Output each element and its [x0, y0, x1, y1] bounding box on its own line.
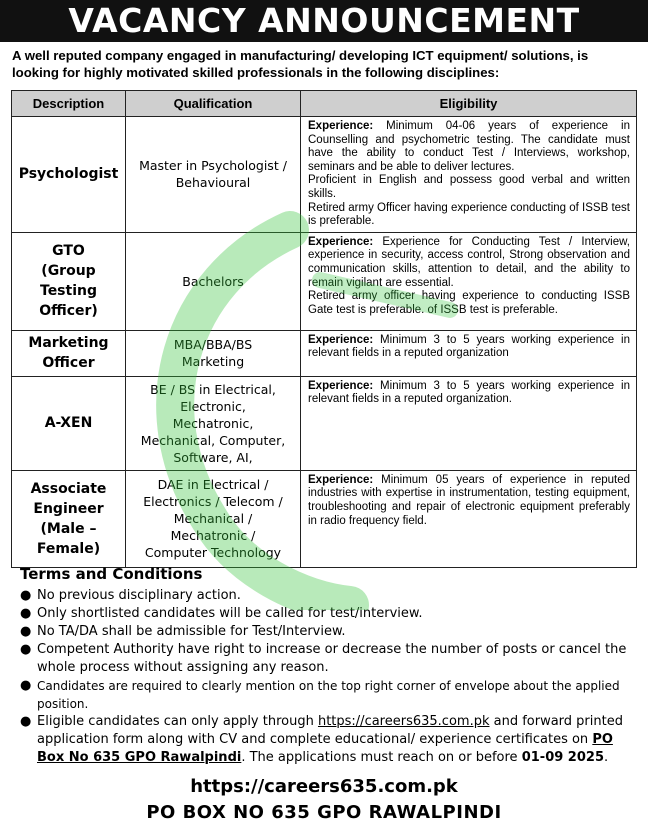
vacancy-table — [11, 90, 637, 568]
table-row — [12, 232, 637, 330]
bullet-icon: ● — [20, 624, 32, 639]
bullet-icon: ● — [20, 642, 32, 657]
list-item: ● Candidates are required to clearly mention on the top right corner of envelope about the applied position. — [20, 678, 620, 711]
intro-text: A well reputed company engaged in manufacturing/ developing ICT equipment/ solutions, is looking for highly motivated skilled professionals in the following disciplines: — [12, 48, 589, 80]
position-eligibility: Experience: Minimum 3 to 5 years working experience in relevant fields in a reputed organization — [301, 330, 637, 376]
position-eligibility: Experience: Experience for Conducting Test / Interview, experience in security, access control, Strong observation and communication skills, attention to detail, and the ability to remain vigilant are essential. Retired army officer having experience to conducting ISSB Gate test is preferable. of ISSB test is preferable. — [301, 232, 637, 330]
table-header-row — [12, 91, 637, 117]
bullet-icon: ● — [20, 588, 32, 603]
terms-title: Terms and Conditions — [20, 565, 203, 583]
position-description: Psychologist — [12, 117, 126, 233]
bullet-icon: ● — [20, 606, 32, 621]
terms-list — [20, 587, 638, 767]
position-description: GTO (Group Testing Officer) — [12, 232, 126, 330]
column-header-description: Description — [12, 91, 126, 117]
position-description: A-XEN — [12, 376, 126, 470]
column-header-qualification: Qualification — [126, 91, 301, 117]
position-description: Marketing Officer — [12, 330, 126, 376]
position-qualification: MBA/BBA/BS Marketing — [126, 330, 301, 376]
table-row — [12, 330, 637, 376]
position-description: Associate Engineer (Male – Female) — [12, 470, 126, 567]
list-item: ● No TA/DA shall be admissible for Test/Interview. — [20, 624, 346, 639]
bullet-icon: ● — [20, 714, 32, 729]
bullet-icon: ● — [20, 678, 32, 693]
position-eligibility: Experience: Minimum 3 to 5 years working experience in relevant fields in a reputed organization. — [301, 376, 637, 470]
careers-link[interactable]: https://careers635.com.pk — [317, 714, 490, 729]
page-title: VACANCY ANNOUNCEMENT — [0, 0, 648, 42]
position-qualification: DAE in Electrical / Electronics / Telecom / Mechanical / Mechatronic / Computer Technology — [126, 470, 301, 567]
position-qualification: Master in Psychologist / Behavioural — [126, 117, 301, 233]
footer-address: PO BOX NO 635 GPO RAWALPINDI — [146, 802, 502, 823]
table-row — [12, 470, 637, 567]
list-item: ● Eligible candidates can only apply through https://careers635.com.pk and forward printed application form along with CV and complete educational/ experience certificates on PO Box No 635 GPO Rawalpindi. The applications must reach on or before 01-09 2025. — [20, 714, 623, 765]
column-header-eligibility: Eligibility — [301, 91, 637, 117]
position-eligibility: Experience: Minimum 05 years of experience in reputed industries with expertise in instrumentation, testing equipment, troubleshooting and repair of electronic equipment preferably in radio frequency field. — [301, 470, 637, 567]
list-item: ● Only shortlisted candidates will be called for test/interview. — [20, 606, 423, 621]
table-row — [12, 117, 637, 233]
footer-website[interactable]: https://careers635.com.pk — [190, 776, 458, 797]
list-item: ● Competent Authority have right to increase or decrease the number of posts or cancel the whole process without assigning any reason. — [20, 642, 627, 675]
list-item: ● No previous disciplinary action. — [20, 588, 241, 603]
deadline-date: 01-09 2025 — [521, 750, 604, 765]
po-box-address: PO Box No 635 GPO Rawalpindi — [37, 732, 613, 765]
table-row — [12, 376, 637, 470]
position-eligibility: Experience: Minimum 04-06 years of experience in Counselling and psychometric testing. The candidate must have the ability to conduct Test / Interviews, workshop, seminars and be able to deliver lectures. Proficient in English and possess good verbal and written skills. Retired army Officer having experience conducting of ISSB test is preferable. — [301, 117, 637, 233]
position-qualification: Bachelors — [126, 232, 301, 330]
position-qualification: BE / BS in Electrical, Electronic, Mechatronic, Mechanical, Computer, Software, AI, — [126, 376, 301, 470]
